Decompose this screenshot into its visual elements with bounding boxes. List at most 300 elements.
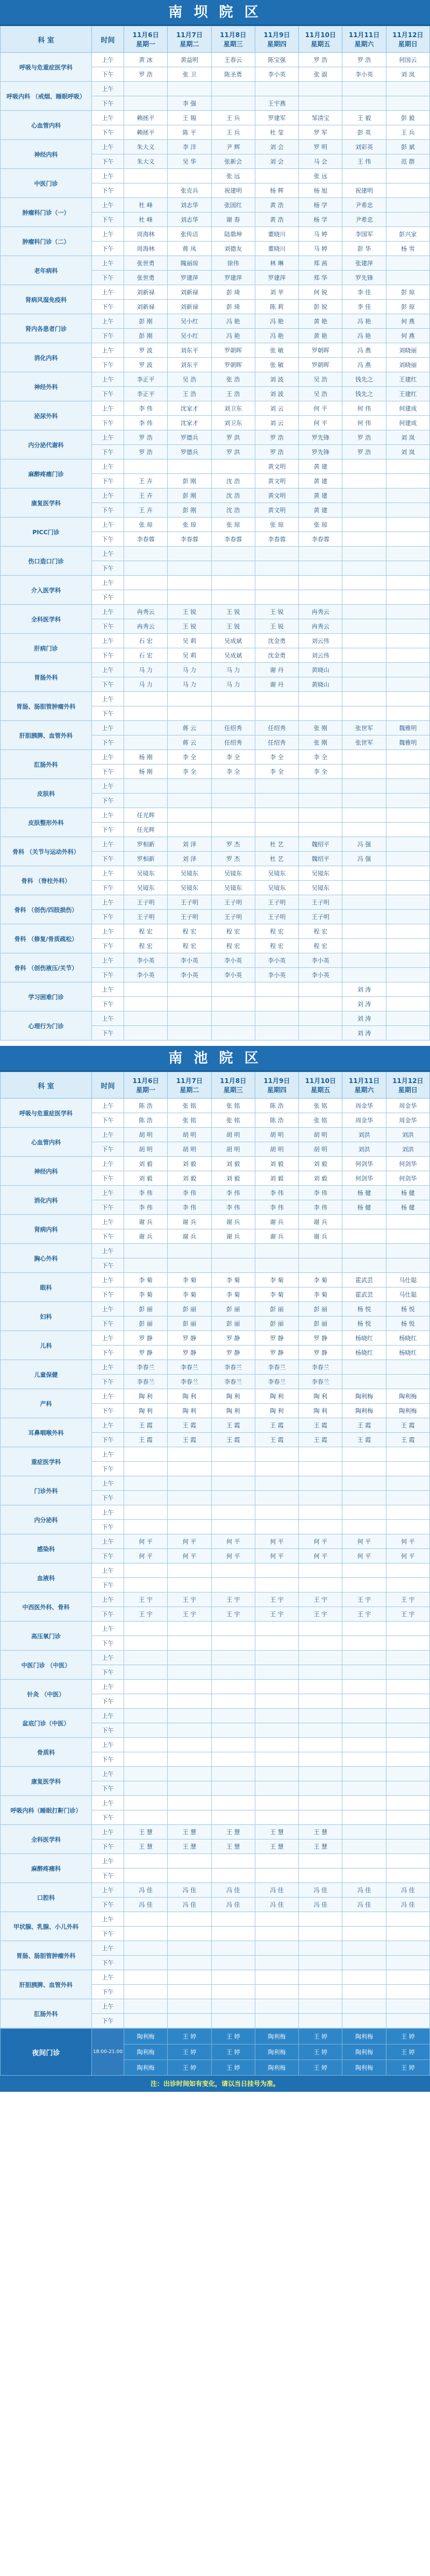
doctor-cell: 李 全 bbox=[168, 750, 211, 765]
doctor-cell bbox=[386, 1026, 429, 1041]
doctor-cell: 吴成斌 bbox=[211, 648, 255, 663]
doctor-cell bbox=[342, 605, 386, 619]
doctor-cell: 王 兵 bbox=[386, 125, 429, 140]
time-slot: 上午 bbox=[92, 605, 124, 619]
night-doctor-cell: 王 婷 bbox=[299, 2044, 342, 2060]
doctor-cell bbox=[211, 1563, 255, 1578]
doctor-cell bbox=[386, 590, 429, 605]
doctor-cell: 冉秀云 bbox=[124, 605, 168, 619]
doctor-cell: 刘 毅 bbox=[255, 1157, 298, 1171]
night-doctor-cell: 王 婷 bbox=[211, 2029, 255, 2044]
dept-name: 肛肠外科 bbox=[1, 750, 92, 779]
doctor-cell: 刘 云 bbox=[255, 401, 298, 416]
doctor-cell: 陈宝强 bbox=[255, 53, 298, 67]
header-row bbox=[1, 26, 430, 53]
doctor-cell: 吴镜东 bbox=[255, 866, 298, 881]
doctor-cell: 谢 兵 bbox=[168, 1229, 211, 1244]
time-slot: 下午 bbox=[92, 213, 124, 227]
doctor-cell: 罗建萍 bbox=[255, 271, 298, 285]
doctor-cell bbox=[124, 1258, 168, 1273]
doctor-cell bbox=[386, 1622, 429, 1636]
doctor-cell: 杨 悦 bbox=[342, 1302, 386, 1317]
night-doctor-cell: 陶利梅 bbox=[124, 2060, 168, 2076]
doctor-cell: 冯 佳 bbox=[299, 1898, 342, 1912]
doctor-cell bbox=[386, 619, 429, 634]
doctor-cell: 王 霞 bbox=[255, 1433, 298, 1447]
doctor-cell: 陶利梅 bbox=[386, 1389, 429, 1404]
time-slot: 上午 bbox=[92, 1389, 124, 1404]
doctor-cell: 吴镜东 bbox=[124, 866, 168, 881]
doctor-cell bbox=[342, 866, 386, 881]
table-row bbox=[1, 750, 430, 765]
doctor-cell bbox=[299, 1941, 342, 1956]
doctor-cell: 陶利梅 bbox=[342, 1404, 386, 1418]
doctor-cell: 彭 琦 bbox=[211, 285, 255, 300]
doctor-cell bbox=[386, 183, 429, 198]
doctor-cell: 冯 艳 bbox=[211, 329, 255, 343]
doctor-cell bbox=[386, 82, 429, 96]
doctor-cell bbox=[299, 1694, 342, 1709]
doctor-cell bbox=[255, 1694, 298, 1709]
doctor-cell bbox=[124, 735, 168, 750]
doctor-cell: 张 琼 bbox=[211, 518, 255, 532]
time-slot: 下午 bbox=[92, 1346, 124, 1360]
doctor-cell: 谢 兵 bbox=[211, 1229, 255, 1244]
doctor-cell bbox=[386, 1563, 429, 1578]
time-slot: 下午 bbox=[92, 939, 124, 953]
doctor-cell: 罗建萍 bbox=[211, 271, 255, 285]
doctor-cell: 刘 涛 bbox=[342, 1026, 386, 1041]
doctor-cell: 李小英 bbox=[211, 968, 255, 982]
doctor-cell bbox=[386, 939, 429, 953]
table-row bbox=[1, 1622, 430, 1636]
table-row bbox=[1, 576, 430, 590]
header-day: 11月12日 星期日 bbox=[386, 26, 429, 53]
dept-name: 麻醉疼痛科 bbox=[1, 1854, 92, 1883]
doctor-cell: 李春兰 bbox=[124, 1375, 168, 1389]
doctor-cell bbox=[211, 1680, 255, 1694]
doctor-cell bbox=[342, 663, 386, 677]
doctor-cell bbox=[386, 1941, 429, 1956]
doctor-cell: 杜 莹 bbox=[255, 125, 298, 140]
doctor-cell: 彭 刚 bbox=[124, 314, 168, 329]
doctor-cell: 冯 强 bbox=[342, 837, 386, 852]
doctor-cell bbox=[168, 1665, 211, 1680]
doctor-cell bbox=[168, 794, 211, 808]
time-slot: 上午 bbox=[92, 430, 124, 445]
doctor-cell bbox=[124, 1869, 168, 1883]
night-doctor-cell: 王 婷 bbox=[386, 2060, 429, 2076]
table-row bbox=[1, 1854, 430, 1869]
time-slot: 下午 bbox=[92, 1636, 124, 1651]
doctor-cell bbox=[168, 2014, 211, 2028]
header-dept: 科 室 bbox=[1, 26, 92, 53]
time-slot: 下午 bbox=[92, 1229, 124, 1244]
doctor-cell bbox=[386, 1360, 429, 1375]
doctor-cell: 杨晓红 bbox=[386, 1346, 429, 1360]
night-doctor-cell: 王 婷 bbox=[168, 2060, 211, 2076]
doctor-cell bbox=[386, 750, 429, 765]
doctor-cell: 张 浩 bbox=[211, 372, 255, 387]
doctor-cell: 马 婷 bbox=[299, 242, 342, 256]
doctor-cell bbox=[124, 561, 168, 576]
doctor-cell bbox=[168, 1447, 211, 1462]
doctor-cell bbox=[386, 692, 429, 706]
doctor-cell bbox=[124, 1636, 168, 1651]
doctor-cell bbox=[386, 1767, 429, 1781]
doctor-cell bbox=[124, 779, 168, 794]
doctor-cell: 王 宇 bbox=[168, 1607, 211, 1622]
doctor-cell: 谢 兵 bbox=[255, 1229, 298, 1244]
table-row bbox=[1, 198, 430, 213]
doctor-cell: 冯 艳 bbox=[342, 329, 386, 343]
doctor-cell: 刘 毅 bbox=[168, 1171, 211, 1186]
doctor-cell bbox=[124, 1665, 168, 1680]
doctor-cell: 陶 利 bbox=[124, 1389, 168, 1404]
doctor-cell: 谢 兵 bbox=[299, 1229, 342, 1244]
doctor-cell: 罗相新 bbox=[124, 852, 168, 866]
time-slot: 下午 bbox=[92, 1781, 124, 1796]
doctor-cell: 张 铭 bbox=[168, 1099, 211, 1113]
time-slot: 上午 bbox=[92, 576, 124, 590]
doctor-cell bbox=[386, 547, 429, 561]
dept-name: 心血管内科 bbox=[1, 1128, 92, 1157]
doctor-cell bbox=[386, 561, 429, 576]
doctor-cell: 李 伟 bbox=[211, 1186, 255, 1200]
time-slot: 下午 bbox=[92, 1578, 124, 1593]
doctor-cell: 何剑华 bbox=[386, 1157, 429, 1171]
doctor-cell: 罗朝晖 bbox=[211, 343, 255, 358]
doctor-cell: 王 慧 bbox=[299, 1825, 342, 1839]
doctor-cell: 李 菊 bbox=[299, 1287, 342, 1302]
doctor-cell bbox=[168, 1970, 211, 1985]
doctor-cell bbox=[124, 1622, 168, 1636]
doctor-cell: 李 全 bbox=[211, 750, 255, 765]
doctor-cell bbox=[124, 1912, 168, 1927]
dept-name: 消化内科 bbox=[1, 1186, 92, 1215]
doctor-cell bbox=[386, 1985, 429, 1999]
table-row bbox=[1, 1534, 430, 1549]
doctor-cell: 罗先锋 bbox=[342, 271, 386, 285]
doctor-cell: 冯 佳 bbox=[211, 1898, 255, 1912]
time-slot: 上午 bbox=[92, 1883, 124, 1898]
doctor-cell bbox=[211, 1665, 255, 1680]
doctor-cell bbox=[211, 1651, 255, 1665]
doctor-cell: 李 强 bbox=[168, 96, 211, 111]
dept-name: 胃肠外科 bbox=[1, 663, 92, 692]
campus-nanchi bbox=[0, 1046, 430, 2092]
doctor-cell bbox=[124, 1462, 168, 1476]
doctor-cell: 任绍秀 bbox=[211, 735, 255, 750]
time-slot: 下午 bbox=[92, 1258, 124, 1273]
dept-name: 学习困难门诊 bbox=[1, 982, 92, 1011]
doctor-cell: 罗 静 bbox=[255, 1331, 298, 1346]
night-clinic-time: 18:00-21:00 bbox=[92, 2029, 124, 2076]
time-slot: 上午 bbox=[92, 1999, 124, 2014]
doctor-cell: 彭 丽 bbox=[255, 1302, 298, 1317]
dept-name: 内分泌科 bbox=[1, 1505, 92, 1534]
doctor-cell: 李小英 bbox=[299, 968, 342, 982]
doctor-cell: 程 宏 bbox=[124, 924, 168, 939]
doctor-cell: 李 菊 bbox=[211, 1273, 255, 1287]
doctor-cell bbox=[299, 997, 342, 1011]
doctor-cell bbox=[299, 706, 342, 721]
time-slot: 上午 bbox=[92, 1476, 124, 1491]
doctor-cell: 谢 丹 bbox=[255, 663, 298, 677]
doctor-cell: 彭 丽 bbox=[124, 1317, 168, 1331]
doctor-cell: 李 伟 bbox=[299, 1186, 342, 1200]
doctor-cell bbox=[211, 1258, 255, 1273]
table-row bbox=[1, 401, 430, 416]
doctor-cell: 谢 兵 bbox=[124, 1215, 168, 1229]
doctor-cell: 杨 健 bbox=[386, 1186, 429, 1200]
doctor-cell bbox=[386, 1956, 429, 1970]
doctor-cell bbox=[211, 576, 255, 590]
doctor-cell: 何 锐 bbox=[299, 285, 342, 300]
doctor-cell bbox=[386, 706, 429, 721]
doctor-cell: 张 琼 bbox=[168, 518, 211, 532]
doctor-cell bbox=[386, 765, 429, 779]
night-doctor-cell: 陶利梅 bbox=[124, 2029, 168, 2044]
doctor-cell: 李 全 bbox=[168, 765, 211, 779]
time-slot: 上午 bbox=[92, 1593, 124, 1607]
doctor-cell bbox=[342, 765, 386, 779]
doctor-cell: 王 霞 bbox=[124, 1418, 168, 1433]
night-clinic-table bbox=[0, 2028, 430, 2076]
doctor-cell: 黄晓山 bbox=[299, 663, 342, 677]
doctor-cell: 彭 毅 bbox=[386, 111, 429, 125]
doctor-cell: 罗 杰 bbox=[211, 852, 255, 866]
time-slot: 下午 bbox=[92, 823, 124, 837]
schedule-body-nanba bbox=[1, 53, 430, 1041]
doctor-cell bbox=[386, 663, 429, 677]
doctor-cell bbox=[124, 1781, 168, 1796]
doctor-cell: 李 菊 bbox=[168, 1287, 211, 1302]
table-row bbox=[1, 1505, 430, 1520]
doctor-cell: 程 宏 bbox=[168, 939, 211, 953]
doctor-cell: 杨 刚 bbox=[124, 750, 168, 765]
doctor-cell: 黄 建 bbox=[299, 474, 342, 489]
header-day: 11月9日 星期四 bbox=[255, 26, 298, 53]
doctor-cell bbox=[124, 1970, 168, 1985]
doctor-cell: 何 伟 bbox=[342, 401, 386, 416]
table-row bbox=[1, 1099, 430, 1113]
time-slot: 上午 bbox=[92, 692, 124, 706]
doctor-cell: 谢 春 bbox=[211, 213, 255, 227]
doctor-cell bbox=[386, 1680, 429, 1694]
doctor-cell bbox=[168, 997, 211, 1011]
doctor-cell bbox=[386, 982, 429, 997]
doctor-cell: 任绍秀 bbox=[255, 721, 298, 735]
time-slot: 上午 bbox=[92, 1418, 124, 1433]
doctor-cell bbox=[211, 779, 255, 794]
doctor-cell: 杨 健 bbox=[342, 1186, 386, 1200]
dept-name: 肾病风湿免疫科 bbox=[1, 285, 92, 314]
table-row bbox=[1, 1476, 430, 1491]
doctor-cell: 王 卉 bbox=[124, 489, 168, 503]
doctor-cell bbox=[124, 96, 168, 111]
doctor-cell: 李 全 bbox=[255, 765, 298, 779]
doctor-cell: 吴镜东 bbox=[211, 881, 255, 895]
doctor-cell: 胡 明 bbox=[168, 1128, 211, 1142]
doctor-cell: 尹 辉 bbox=[211, 140, 255, 154]
campus-spacer bbox=[0, 1041, 430, 1046]
time-slot: 上午 bbox=[92, 285, 124, 300]
doctor-cell bbox=[342, 82, 386, 96]
doctor-cell: 周海林 bbox=[124, 227, 168, 242]
doctor-cell: 刘 会 bbox=[255, 154, 298, 169]
doctor-cell bbox=[299, 1781, 342, 1796]
doctor-cell bbox=[255, 794, 298, 808]
doctor-cell: 吴小红 bbox=[168, 314, 211, 329]
time-slot: 下午 bbox=[92, 881, 124, 895]
table-row bbox=[1, 1825, 430, 1839]
doctor-cell bbox=[342, 1999, 386, 2014]
doctor-cell bbox=[386, 677, 429, 692]
doctor-cell: 冯 燕 bbox=[342, 358, 386, 372]
doctor-cell bbox=[386, 1651, 429, 1665]
doctor-cell bbox=[168, 576, 211, 590]
doctor-cell: 彭 英 bbox=[342, 125, 386, 140]
time-slot: 下午 bbox=[92, 997, 124, 1011]
doctor-cell bbox=[386, 1912, 429, 1927]
doctor-cell: 罗 浩 bbox=[255, 445, 298, 459]
doctor-cell bbox=[124, 547, 168, 561]
time-slot: 下午 bbox=[92, 1549, 124, 1563]
doctor-cell bbox=[386, 779, 429, 794]
doctor-cell bbox=[124, 1026, 168, 1041]
doctor-cell: 罗 浩 bbox=[342, 53, 386, 67]
doctor-cell: 陈圣勇 bbox=[211, 67, 255, 82]
doctor-cell: 何 平 bbox=[386, 1549, 429, 1563]
doctor-cell bbox=[211, 1912, 255, 1927]
schedule-notice: 注：出诊时间如有变化，请以当日挂号为准。 bbox=[0, 2076, 430, 2092]
doctor-cell: 李小英 bbox=[255, 968, 298, 982]
doctor-cell bbox=[342, 1563, 386, 1578]
dept-name: 心血管内科 bbox=[1, 111, 92, 140]
doctor-cell bbox=[386, 1781, 429, 1796]
table-row bbox=[1, 1680, 430, 1694]
doctor-cell: 何 平 bbox=[299, 416, 342, 430]
doctor-cell bbox=[299, 1810, 342, 1825]
doctor-cell: 林 琳 bbox=[255, 256, 298, 271]
doctor-cell: 胡 明 bbox=[211, 1142, 255, 1157]
doctor-cell: 蒋 凤 bbox=[168, 242, 211, 256]
doctor-cell: 杜 峰 bbox=[124, 213, 168, 227]
doctor-cell bbox=[124, 1694, 168, 1709]
night-doctor-cell: 王 婷 bbox=[168, 2029, 211, 2044]
doctor-cell: 李 伟 bbox=[124, 1186, 168, 1200]
time-slot: 下午 bbox=[92, 96, 124, 111]
doctor-cell: 陶利梅 bbox=[342, 1389, 386, 1404]
doctor-cell bbox=[342, 1927, 386, 1941]
doctor-cell bbox=[168, 779, 211, 794]
night-doctor-cell: 陶利梅 bbox=[124, 2044, 168, 2060]
doctor-cell: 钱先之 bbox=[342, 372, 386, 387]
table-row bbox=[1, 459, 430, 474]
doctor-cell bbox=[124, 1738, 168, 1752]
doctor-cell bbox=[255, 1651, 298, 1665]
doctor-cell bbox=[211, 1854, 255, 1869]
doctor-cell: 吴 浩 bbox=[168, 372, 211, 387]
doctor-cell bbox=[342, 779, 386, 794]
doctor-cell bbox=[342, 1810, 386, 1825]
doctor-cell bbox=[299, 692, 342, 706]
doctor-cell: 杨晓红 bbox=[342, 1346, 386, 1360]
time-slot: 下午 bbox=[92, 1810, 124, 1825]
time-slot: 上午 bbox=[92, 401, 124, 416]
doctor-cell: 王 宇 bbox=[299, 1607, 342, 1622]
doctor-cell bbox=[211, 1999, 255, 2014]
doctor-cell bbox=[211, 794, 255, 808]
doctor-cell: 刘 泽 bbox=[168, 852, 211, 866]
doctor-cell bbox=[386, 1447, 429, 1462]
doctor-cell bbox=[168, 1927, 211, 1941]
doctor-cell: 杜 艺 bbox=[255, 852, 298, 866]
doctor-cell bbox=[386, 852, 429, 866]
doctor-cell bbox=[168, 1462, 211, 1476]
dept-name: 内分泌代谢科 bbox=[1, 430, 92, 459]
doctor-cell: 罗 波 bbox=[124, 358, 168, 372]
doctor-cell bbox=[386, 866, 429, 881]
doctor-cell: 任光辉 bbox=[124, 808, 168, 823]
table-row bbox=[1, 489, 430, 503]
dept-name: 骨科 （创伤/四肢损伤） bbox=[1, 895, 92, 924]
doctor-cell: 胡 明 bbox=[299, 1142, 342, 1157]
doctor-cell bbox=[299, 561, 342, 576]
night-doctor-cell: 王 婷 bbox=[299, 2060, 342, 2076]
doctor-cell bbox=[255, 1011, 298, 1026]
doctor-cell: 张 卫 bbox=[168, 67, 211, 82]
doctor-cell bbox=[124, 183, 168, 198]
doctor-cell: 朱大义 bbox=[124, 154, 168, 169]
doctor-cell: 张 刚 bbox=[299, 721, 342, 735]
doctor-cell bbox=[342, 910, 386, 924]
doctor-cell: 赖拯平 bbox=[124, 125, 168, 140]
table-row bbox=[1, 1767, 430, 1781]
doctor-cell bbox=[211, 1927, 255, 1941]
table-row bbox=[1, 111, 430, 125]
doctor-cell: 范 群 bbox=[386, 154, 429, 169]
time-slot: 上午 bbox=[92, 663, 124, 677]
doctor-cell: 何建成 bbox=[386, 416, 429, 430]
doctor-cell: 黄文明 bbox=[255, 459, 298, 474]
time-slot: 上午 bbox=[92, 1622, 124, 1636]
doctor-cell bbox=[299, 808, 342, 823]
time-slot: 下午 bbox=[92, 503, 124, 518]
doctor-cell: 杨晓红 bbox=[342, 1331, 386, 1346]
header-time: 时间 bbox=[92, 1072, 124, 1099]
table-row bbox=[1, 140, 430, 154]
dept-name: 泌尿外科 bbox=[1, 401, 92, 430]
dept-name: 高压氧门诊 bbox=[1, 1622, 92, 1651]
dept-name: 口腔科 bbox=[1, 1883, 92, 1912]
dept-name: 中医门诊 bbox=[1, 169, 92, 198]
doctor-cell: 何 平 bbox=[211, 1534, 255, 1549]
time-slot: 下午 bbox=[92, 1287, 124, 1302]
doctor-cell bbox=[255, 169, 298, 183]
doctor-cell bbox=[342, 1912, 386, 1927]
doctor-cell: 杨 辉 bbox=[255, 183, 298, 198]
doctor-cell: 杨 健 bbox=[386, 1200, 429, 1215]
doctor-cell bbox=[342, 1825, 386, 1839]
time-slot: 上午 bbox=[92, 1796, 124, 1810]
dept-name: 门诊外科 bbox=[1, 1476, 92, 1505]
doctor-cell: 何 平 bbox=[168, 1534, 211, 1549]
time-slot: 下午 bbox=[92, 1171, 124, 1186]
doctor-cell bbox=[255, 1810, 298, 1825]
time-slot: 下午 bbox=[92, 1723, 124, 1738]
